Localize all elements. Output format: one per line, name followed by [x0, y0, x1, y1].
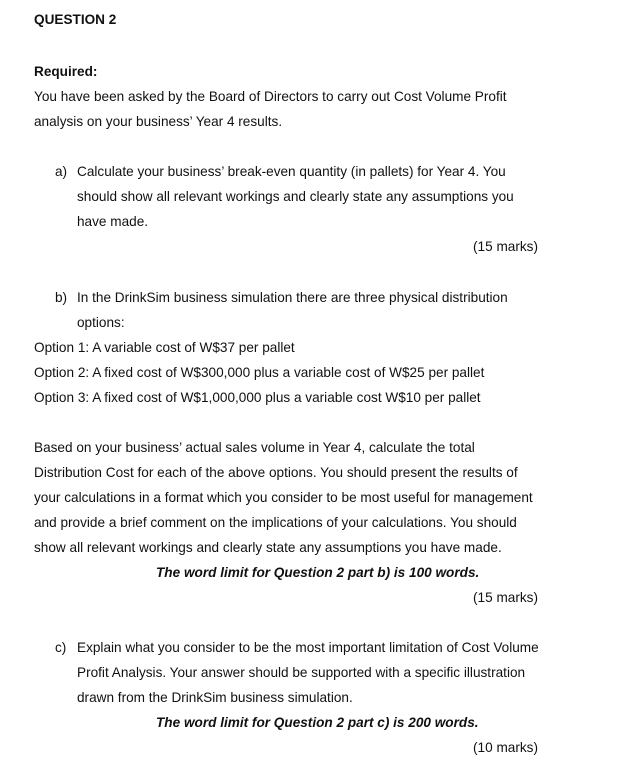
- part-c-line-2: Profit Analysis. Your answer should be supported with a specific illustration: [77, 665, 526, 680]
- part-b-body-4: and provide a brief comment on the implications of your calculations. You should: [34, 515, 517, 530]
- part-b-label: b): [55, 290, 68, 305]
- option-3: Option 3: A fixed cost of W$1,000,000 plus a variable cost W$10 per pallet: [34, 390, 481, 405]
- part-b-marks: (15 marks): [473, 590, 538, 605]
- part-a-marks: (15 marks): [473, 239, 538, 254]
- part-a-line-3: have made.: [77, 214, 149, 229]
- intro-line-2: analysis on your business’ Year 4 results.: [34, 114, 283, 129]
- part-c-marks: (10 marks): [473, 740, 538, 755]
- part-c-label: c): [55, 640, 67, 655]
- part-c-word-limit: The word limit for Question 2 part c) is 200 words.: [156, 715, 479, 730]
- part-a-label: a): [55, 164, 68, 179]
- part-b-body-5: show all relevant workings and clearly state any assumptions you have made.: [34, 540, 502, 555]
- part-a-line-2: should show all relevant workings and clearly state any assumptions you: [77, 189, 514, 204]
- part-b-body-3: your calculations in a format which you consider to be most useful for management: [34, 490, 533, 505]
- part-b-line-2: options:: [77, 315, 125, 330]
- part-b-word-limit: The word limit for Question 2 part b) is 100 words.: [156, 565, 480, 580]
- option-1: Option 1: A variable cost of W$37 per pallet: [34, 340, 295, 355]
- part-c-line-1: Explain what you consider to be the most important limitation of Cost Volume: [77, 640, 539, 655]
- part-a-line-1: Calculate your business’ break-even quantity (in pallets) for Year 4. You: [77, 164, 506, 179]
- option-2: Option 2: A fixed cost of W$300,000 plus a variable cost of W$25 per pallet: [34, 365, 485, 380]
- required-label: Required:: [34, 64, 98, 79]
- part-b-line-1: In the DrinkSim business simulation there are three physical distribution: [77, 290, 508, 305]
- intro-line-1: You have been asked by the Board of Directors to carry out Cost Volume Profit: [34, 89, 507, 104]
- part-c-line-3: drawn from the DrinkSim business simulation.: [77, 690, 353, 705]
- part-b-body-2: Distribution Cost for each of the above options. You should present the results of: [34, 465, 518, 480]
- part-b-body-1: Based on your business’ actual sales volume in Year 4, calculate the total: [34, 440, 475, 455]
- question-title: QUESTION 2: [34, 12, 117, 27]
